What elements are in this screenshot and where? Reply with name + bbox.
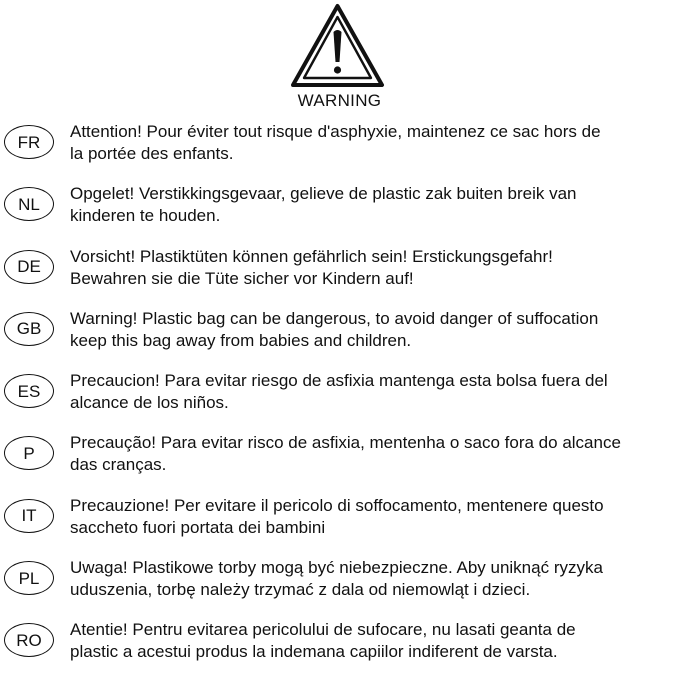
language-badge-es: ES xyxy=(4,374,54,408)
warning-entry-pl xyxy=(0,555,679,617)
warning-entry-nl xyxy=(0,181,679,243)
language-badge-p: P xyxy=(4,436,54,470)
warning-list xyxy=(0,119,679,680)
warning-entry-it xyxy=(0,493,679,555)
language-badge-pl: PL xyxy=(4,561,54,595)
warning-entry-ro xyxy=(0,617,679,679)
warning-title: WARNING xyxy=(297,91,382,110)
language-badge-ro: RO xyxy=(4,623,54,657)
language-badge-de: DE xyxy=(4,250,54,284)
warning-header xyxy=(0,0,679,112)
warning-triangle-icon xyxy=(289,3,386,89)
language-badge-gb: GB xyxy=(4,312,54,346)
warning-text-de: Vorsicht! Plastiktüten können gefährlich sein! Erstickungsgefahr! Bewahren sie die Tüte sicher vor Kindern auf! xyxy=(70,246,553,288)
language-badge-nl: NL xyxy=(4,187,54,221)
warning-entry-fr xyxy=(0,119,679,181)
warning-text-gb: Warning! Plastic bag can be dangerous, to avoid danger of suffocation keep this bag away from babies and children. xyxy=(70,308,599,350)
warning-text-ro: Atentie! Pentru evitarea pericolului de sufocare, nu lasati geanta de plastic a acestui produs la indemana capiilor indiferent de varsta. xyxy=(70,620,576,662)
warning-entry-de xyxy=(0,244,679,306)
warning-text-nl: Opgelet! Verstikkingsgevaar, gelieve de plastic zak buiten breik van kinderen te houden. xyxy=(70,184,577,226)
warning-entry-p xyxy=(0,430,679,492)
language-badge-fr: FR xyxy=(4,125,54,159)
warning-text-fr: Attention! Pour éviter tout risque d'asphyxie, maintenez ce sac hors de la portée des enfants. xyxy=(70,122,601,163)
warning-text-it: Precauzione! Per evitare il pericolo di soffocamento, mentenere questo saccheto fuori portata dei bambini xyxy=(70,495,604,537)
warning-entry-es xyxy=(0,368,679,430)
warning-text-pl: Uwaga! Plastikowe torby mogą być niebezpieczne. Aby uniknąć ryzyka uduszenia, torbę należy trzymać z dala od niemowląt i dzieci. xyxy=(70,558,603,600)
language-badge-it: IT xyxy=(4,499,54,533)
warning-text-p: Precaução! Para evitar risco de asfixia, mentenha o saco fora do alcance das cranças. xyxy=(70,433,621,475)
warning-entry-gb xyxy=(0,306,679,368)
warning-text-es: Precaucion! Para evitar riesgo de asfixia mantenga esta bolsa fuera del alcance de los niños. xyxy=(70,371,608,413)
